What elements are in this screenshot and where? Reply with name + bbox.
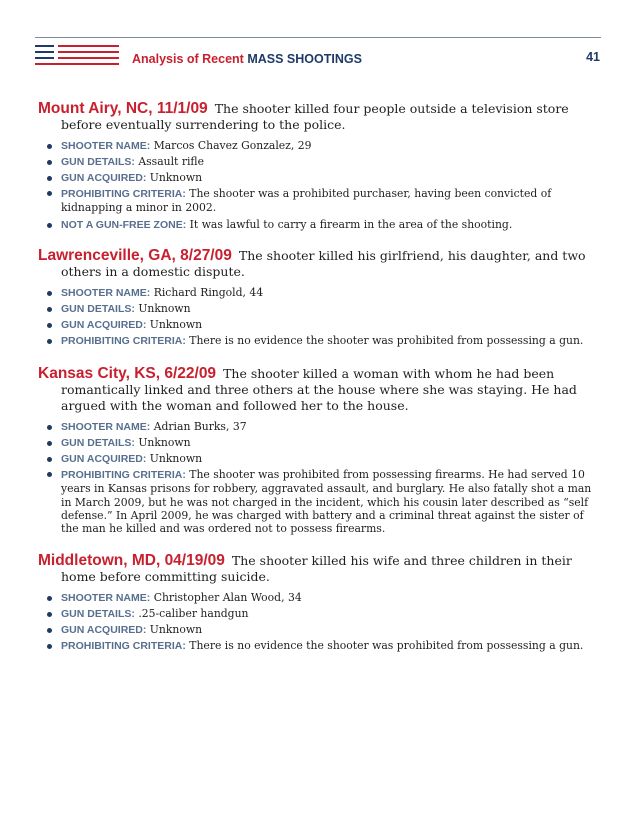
fact-label: SHOOTER NAME: [61,420,151,433]
fact-label: SHOOTER NAME: [61,591,151,604]
title-part-1: Analysis of Recent [132,52,244,66]
fact-value: Unknown [138,301,191,315]
shooting-entry [38,366,600,538]
fact-label: PROHIBITING CRITERIA: [61,468,186,481]
fact-item [38,301,600,317]
header-rule [35,37,601,38]
fact-value: Unknown [149,171,203,184]
fact-list [38,590,600,654]
fact-item [38,138,600,154]
fact-label: GUN ACQUIRED: [61,172,147,184]
fact-item [38,186,600,217]
page-number: 41 [586,50,600,64]
fact-value: Marcos Chavez Gonzalez, 29 [153,139,312,152]
fact-value: There is no evidence the shooter was prohibited from possessing a gun. [189,333,584,347]
fact-item [38,467,600,538]
bullet-icon [47,612,52,617]
entry-heading [38,366,600,414]
fact-item [38,419,600,435]
fact-value: Unknown [138,435,191,449]
bullet-icon [47,596,52,601]
fact-label: NOT A GUN-FREE ZONE: [61,218,187,231]
fact-value: The shooter was a prohibited purchaser, having been convicted of kidnapping a minor in 2002. [61,187,552,215]
bullet-icon [47,144,52,149]
entry-summary: The shooter killed a woman with whom he had been romantically linked and three others at the house where she was staying. He had argued with the woman and followed her to the house. [61,365,577,413]
fact-label: GUN ACQUIRED: [61,452,147,465]
entry-summary: The shooter killed four people outside a television store before eventually surrendering to the police. [61,101,569,132]
fact-item [38,451,600,467]
fact-label: GUN DETAILS: [61,436,135,449]
bullet-icon [47,176,52,181]
fact-item [38,154,600,170]
fact-label: PROHIBITING CRITERIA: [61,639,186,652]
fact-value: .25-caliber handgun [138,606,249,620]
fact-item [38,435,600,451]
entry-heading [38,553,600,585]
page-header [35,37,601,77]
bullet-icon [47,472,52,477]
fact-value: Unknown [149,451,203,465]
fact-value: Richard Ringold, 44 [153,285,264,299]
fact-label: SHOOTER NAME: [61,140,151,152]
bullet-icon [47,223,52,228]
fact-item [38,317,600,333]
fact-label: GUN DETAILS: [61,302,135,315]
fact-value: There is no evidence the shooter was prohibited from possessing a gun. [189,638,584,652]
bullet-icon [47,307,52,312]
fact-label: GUN DETAILS: [61,607,135,620]
entry-summary: The shooter killed his girlfriend, his daughter, and two others in a domestic dispute. [61,247,586,279]
fact-value: Assault rifle [138,155,205,168]
fact-value: Christopher Alan Wood, 34 [153,590,302,604]
fact-list [38,285,600,349]
fact-item [38,285,600,301]
fact-value: Unknown [149,622,203,636]
fact-item [38,622,600,638]
bullet-icon [47,425,52,430]
bullet-icon [47,644,52,649]
title-part-2: MASS SHOOTINGS [247,52,362,66]
fact-value: Adrian Burks, 37 [153,419,247,433]
fact-value: Unknown [149,317,203,331]
fact-label: GUN ACQUIRED: [61,318,147,331]
bullet-icon [47,339,52,344]
fact-item [38,638,600,654]
bullet-icon [47,441,52,446]
fact-value: The shooter was prohibited from possessing firearms. He had served 10 years in Kansas prisons for robbery, aggravated assault, and burglary. He also fatally shot a man in March 2009, but he was not charged in the incident, which his cousin later described as “self defense.” In April 2009, he was charged with battery and a criminal threat against the sister of the man he killed and was ordered not to possess firearms. [61,467,592,536]
fact-item [38,217,600,233]
running-title [132,52,362,66]
fact-list [38,419,600,538]
fact-label: PROHIBITING CRITERIA: [61,334,186,347]
bullet-icon [47,628,52,633]
shooting-entry [38,248,600,349]
entry-place-date: Mount Airy, NC, 11/1/09 [38,100,208,117]
bullet-icon [47,291,52,296]
shooting-entry [38,553,600,654]
fact-label: GUN ACQUIRED: [61,623,147,636]
entry-place-date: Lawrenceville, GA, 8/27/09 [38,246,232,264]
fact-label: PROHIBITING CRITERIA: [61,188,186,200]
bullet-icon [47,191,52,196]
entry-heading [38,248,600,280]
fact-label: GUN DETAILS: [61,156,135,168]
flag-stripes-icon [35,45,119,65]
entry-heading [38,101,600,133]
fact-item [38,170,600,186]
fact-list [38,138,600,233]
bullet-icon [47,160,52,165]
entry-place-date: Kansas City, KS, 6/22/09 [38,364,217,382]
fact-value: It was lawful to carry a firearm in the area of the shooting. [189,217,513,231]
fact-item [38,333,600,349]
fact-item [38,606,600,622]
entry-place-date: Middletown, MD, 04/19/09 [38,551,225,569]
fact-item [38,590,600,606]
bullet-icon [47,457,52,462]
shooting-entry [38,101,600,233]
fact-label: SHOOTER NAME: [61,286,151,299]
entry-summary: The shooter killed his wife and three children in their home before committing suicide. [61,552,572,584]
shootings-list [38,101,600,654]
bullet-icon [47,323,52,328]
